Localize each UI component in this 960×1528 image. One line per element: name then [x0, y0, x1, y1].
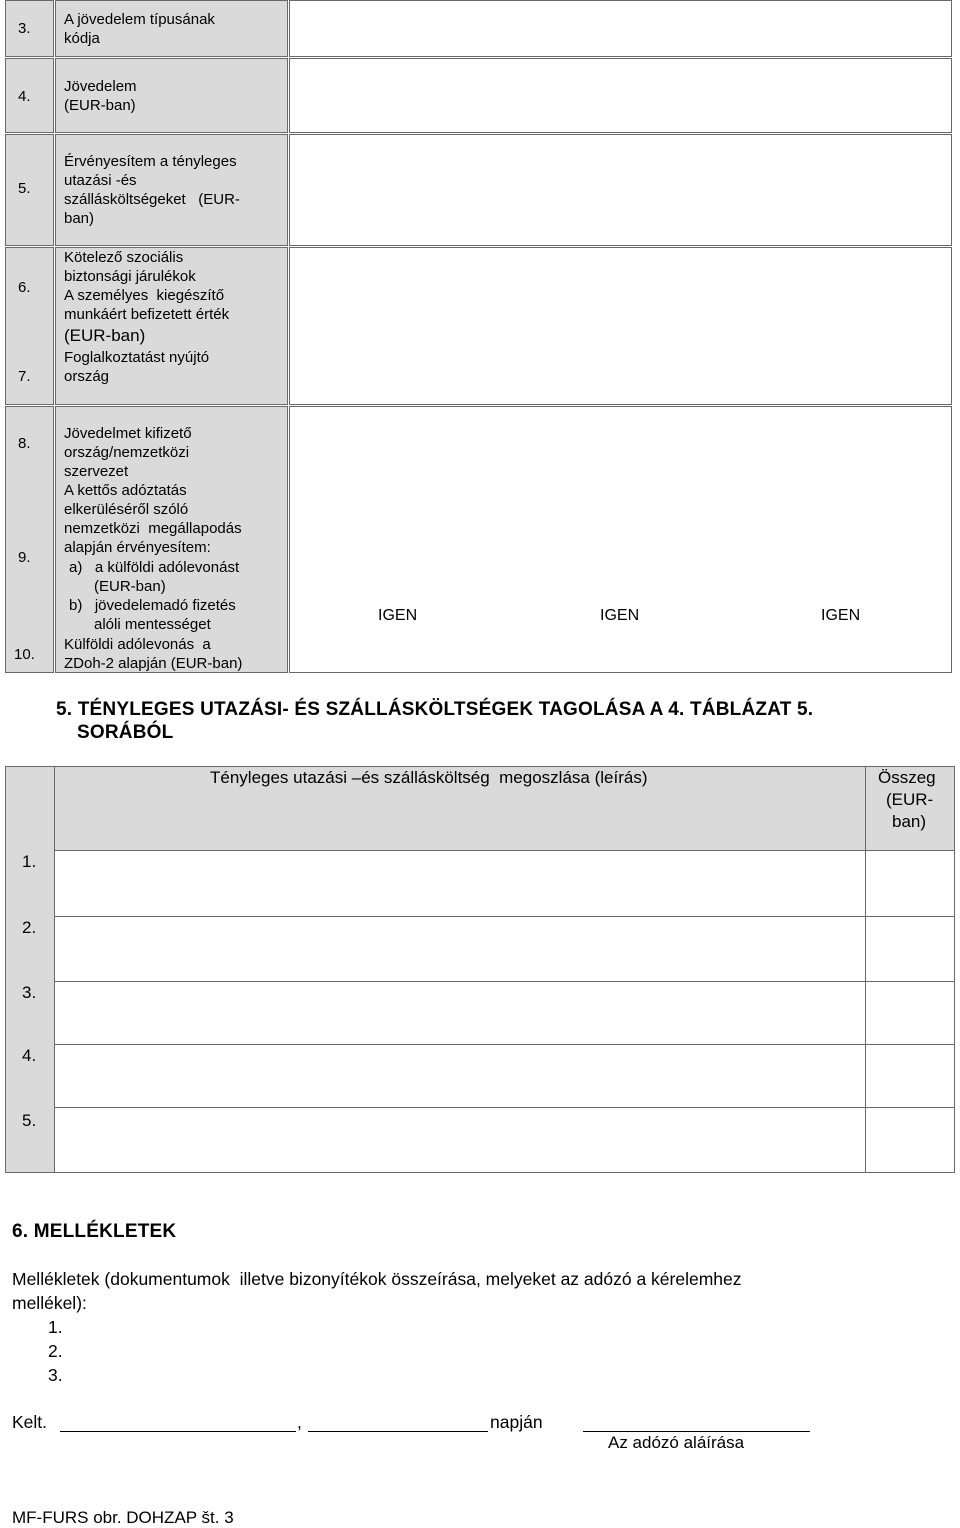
sum-cell[interactable] [865, 1107, 955, 1173]
sum-cell[interactable] [865, 850, 955, 917]
napjan-label: napján [490, 1412, 543, 1432]
value-cell[interactable] [289, 406, 952, 673]
igen-option[interactable]: IGEN [600, 607, 640, 624]
row-number: 7. [18, 368, 31, 385]
row-label: A kettős adóztatás [64, 482, 187, 499]
footer-code: MF-FURS obr. DOHZAP št. 3 [12, 1508, 234, 1527]
desc-cell[interactable] [54, 1107, 866, 1173]
row-number: 2. [22, 918, 37, 937]
row-label: szállásköltségeket (EUR- [64, 191, 240, 208]
row-label: (EUR-ban) [64, 97, 136, 114]
desc-cell[interactable] [54, 981, 866, 1045]
row-number: 10. [14, 646, 35, 663]
row-label: Érvényesítem a tényleges [64, 153, 237, 170]
row-label: munkáért befizetett érték [64, 306, 230, 323]
sum-cell[interactable] [865, 981, 955, 1045]
row-label: ország [64, 368, 110, 385]
row-label: ország/nemzetközi [64, 444, 190, 461]
row-label: Kötelező szociális [64, 249, 184, 266]
signature-field[interactable] [583, 1431, 810, 1432]
section5-title-cont: SORÁBÓL [77, 722, 174, 743]
kelt-label: Kelt. [12, 1412, 48, 1432]
row-label: szervezet [64, 463, 129, 480]
attachments-paragraph-cont: mellékel): [12, 1293, 87, 1313]
row-label: A jövedelem típusának [64, 11, 215, 28]
row-label: (EUR-ban) [64, 326, 146, 345]
row-label: ZDoh-2 alapján (EUR-ban) [64, 655, 243, 672]
attachments-paragraph: Mellékletek (dokumentumok illetve bizonyítékok összeírása, melyeket az adózó a kérelemhez [12, 1269, 742, 1289]
row-label: kódja [64, 30, 100, 47]
section6-title: 6. MELLÉKLETEK [12, 1221, 177, 1242]
row-number: 4. [18, 88, 31, 105]
row-label: utazási -és [64, 172, 137, 189]
value-cell[interactable] [289, 0, 952, 57]
sum-header: (EUR- [886, 790, 934, 809]
value-cell[interactable] [289, 134, 952, 246]
sum-cell[interactable] [865, 916, 955, 982]
value-cell[interactable] [289, 58, 952, 133]
attachment-item[interactable]: 1. [48, 1317, 63, 1337]
row-label: alóli mentességet [69, 616, 211, 633]
igen-option[interactable]: IGEN [821, 607, 861, 624]
row-label: nemzetközi megállapodás [64, 520, 242, 537]
comma-separator: , [297, 1412, 302, 1432]
row-number: 6. [18, 279, 31, 296]
desc-cell[interactable] [54, 1044, 866, 1108]
value-cell[interactable] [289, 247, 952, 405]
row-label: (EUR-ban) [69, 578, 166, 595]
date-field[interactable] [308, 1431, 488, 1432]
desc-cell[interactable] [54, 916, 866, 982]
row-number: 3. [18, 20, 31, 37]
row-label: elkerüléséről szóló [64, 501, 189, 518]
row-number: 4. [22, 1046, 37, 1065]
row-label: Jövedelem [64, 78, 137, 95]
sum-header: ban) [892, 812, 927, 831]
row-label: Foglalkoztatást nyújtó [64, 349, 210, 366]
row-label: a) a külföldi adólevonást [69, 559, 240, 576]
row-number: 9. [18, 549, 31, 566]
row-label: b) jövedelemadó fizetés [69, 597, 236, 614]
attachment-item[interactable]: 2. [48, 1341, 63, 1361]
attachment-item[interactable]: 3. [48, 1365, 63, 1385]
row-number: 8. [18, 435, 31, 452]
desc-cell[interactable] [54, 850, 866, 917]
sum-cell[interactable] [865, 1044, 955, 1108]
row-label: Jövedelmet kifizető [64, 425, 192, 442]
desc-header: Tényleges utazási –és szállásköltség megoszlása (leírás) [210, 768, 648, 787]
row-label: A személyes kiegészítő [64, 287, 225, 304]
row-label: alapján érvényesítem: [64, 539, 211, 556]
row-label: biztonsági járulékok [64, 268, 196, 285]
signature-caption: Az adózó aláírása [608, 1433, 745, 1452]
row-number: 5. [18, 180, 31, 197]
row-number: 1. [22, 852, 37, 871]
place-field[interactable] [60, 1431, 296, 1432]
igen-option[interactable]: IGEN [378, 607, 418, 624]
row-number: 5. [22, 1111, 37, 1130]
row-label: Külföldi adólevonás a [64, 636, 211, 653]
sum-header: Összeg [878, 768, 936, 787]
row-number: 3. [22, 983, 37, 1002]
section5-title: 5. TÉNYLEGES UTAZÁSI- ÉS SZÁLLÁSKÖLTSÉGEK TAGOLÁSA A 4. TÁBLÁZAT 5. [56, 699, 814, 720]
row-label: ban) [64, 210, 95, 227]
